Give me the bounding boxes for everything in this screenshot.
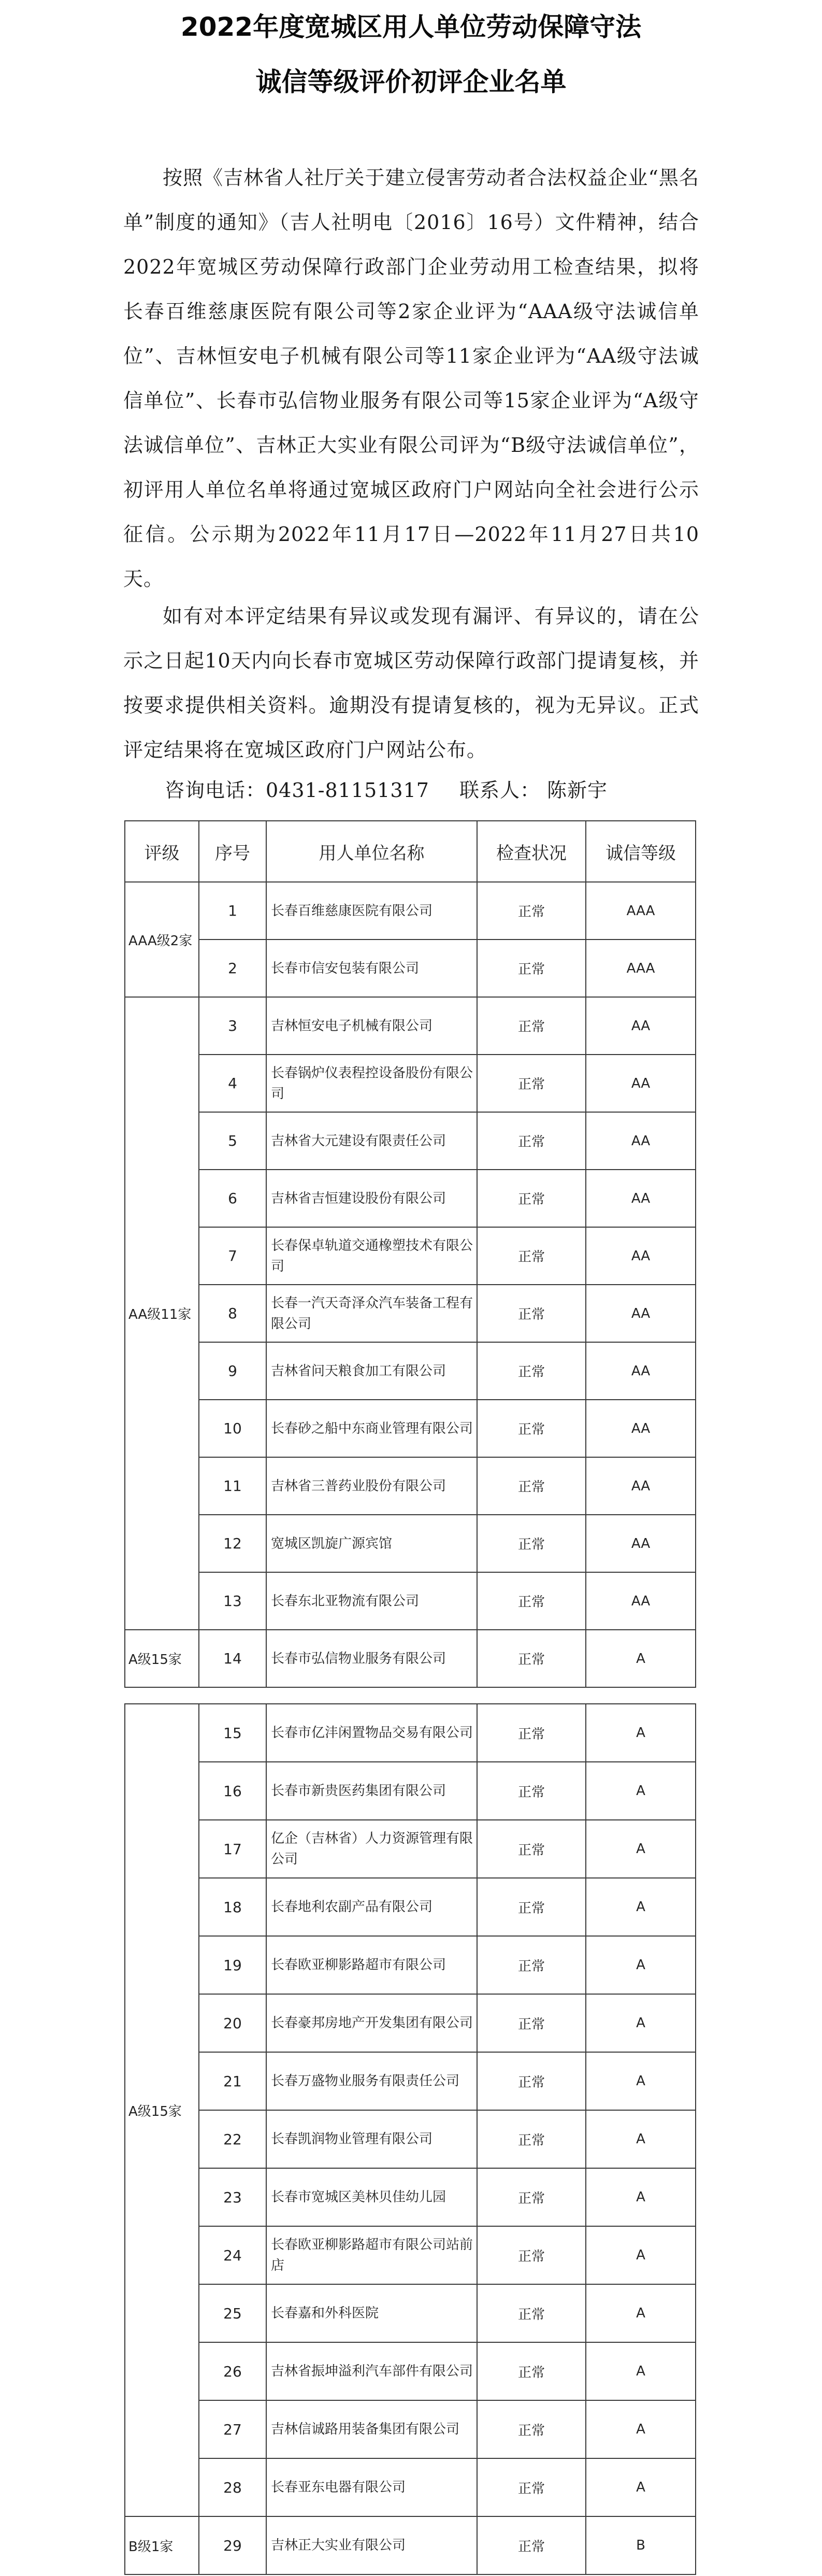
row-level: A bbox=[586, 2400, 696, 2458]
row-status: 正常 bbox=[477, 997, 586, 1055]
row-no: 6 bbox=[199, 1170, 266, 1227]
row-level: AA bbox=[586, 1572, 696, 1630]
table-row bbox=[125, 2458, 696, 2516]
row-level: AA bbox=[586, 1342, 696, 1400]
page-title-line-2: 诚信等级评价初评企业名单 bbox=[255, 67, 567, 97]
row-no: 7 bbox=[199, 1227, 266, 1285]
row-no: 16 bbox=[199, 1762, 266, 1820]
row-level: A bbox=[586, 1878, 696, 1936]
row-no: 18 bbox=[199, 1878, 266, 1936]
page-title-line-1: 2022年度宽城区用人单位劳动保障守法 bbox=[180, 12, 642, 42]
row-level: A bbox=[586, 1820, 696, 1878]
group-a-part-1: A级15家 bbox=[125, 1630, 199, 1687]
row-level: AAA bbox=[586, 940, 696, 997]
table-row bbox=[125, 2226, 696, 2284]
header-name: 用人单位名称 bbox=[266, 821, 477, 882]
table-row bbox=[125, 1820, 696, 1878]
table-row bbox=[125, 1630, 696, 1687]
row-level: A bbox=[586, 1936, 696, 1994]
row-status: 正常 bbox=[477, 1878, 586, 1936]
row-company: 吉林省振坤溢利汽车部件有限公司 bbox=[266, 2342, 477, 2400]
row-no: 4 bbox=[199, 1055, 266, 1112]
header-level: 诚信等级 bbox=[586, 821, 696, 882]
row-level: A bbox=[586, 2110, 696, 2168]
row-level: A bbox=[586, 1994, 696, 2052]
row-level: AA bbox=[586, 1055, 696, 1112]
row-company: 长春保卓轨道交通橡塑技术有限公司 bbox=[266, 1227, 477, 1285]
row-no: 24 bbox=[199, 2226, 266, 2284]
group-a-part-2: A级15家 bbox=[125, 1704, 199, 2516]
row-no: 11 bbox=[199, 1457, 266, 1515]
row-status: 正常 bbox=[477, 1515, 586, 1572]
table-row bbox=[125, 1400, 696, 1457]
row-status: 正常 bbox=[477, 1572, 586, 1630]
row-company: 长春豪邦房地产开发集团有限公司 bbox=[266, 1994, 477, 2052]
row-level: A bbox=[586, 2168, 696, 2226]
contact-phone: 咨询电话：0431-81151317 bbox=[165, 779, 429, 802]
row-level: AA bbox=[586, 1285, 696, 1342]
row-level: A bbox=[586, 2226, 696, 2284]
table-row bbox=[125, 1994, 696, 2052]
row-company: 长春东北亚物流有限公司 bbox=[266, 1572, 477, 1630]
row-no: 26 bbox=[199, 2342, 266, 2400]
table-row bbox=[125, 2342, 696, 2400]
row-company: 长春锅炉仪表程控设备股份有限公司 bbox=[266, 1055, 477, 1112]
row-level: A bbox=[586, 1630, 696, 1687]
row-no: 12 bbox=[199, 1515, 266, 1572]
row-level: AA bbox=[586, 1457, 696, 1515]
notice-paragraph-1: 按照《吉林省人社厅关于建立侵害劳动者合法权益企业“黑名单”制度的通知》（吉人社明电〔2016〕16号）文件精神，结合2022年宽城区劳动保障行政部门企业劳动用工检查结果，拟将长春百维慈康医院有限公司等2家企业评为“AAA级守法诚信单位”、吉林恒安电子机械有限公司等11家企业评为“AA级守法诚信单位”、长春市弘信物业服务有限公司等15家企业评为“A级守法诚信单位”、吉林正大实业有限公司评为“B级守法诚信单位”，初评用人单位名单将通过宽城区政府门户网站向全社会进行公示征信。公示期为2022年11月17日—2022年11月27日共10天。 bbox=[123, 166, 699, 590]
table-row bbox=[125, 2284, 696, 2342]
table-row bbox=[125, 1227, 696, 1285]
table-row bbox=[125, 1342, 696, 1400]
row-level: AAA bbox=[586, 882, 696, 940]
row-company: 长春亚东电器有限公司 bbox=[266, 2458, 477, 2516]
row-status: 正常 bbox=[477, 2458, 586, 2516]
row-level: AA bbox=[586, 1227, 696, 1285]
row-level: A bbox=[586, 1704, 696, 1762]
row-company: 长春市亿沣闲置物品交易有限公司 bbox=[266, 1704, 477, 1762]
row-company: 长春欧亚柳影路超市有限公司 bbox=[266, 1936, 477, 1994]
row-status: 正常 bbox=[477, 2516, 586, 2574]
row-company: 长春市新贵医药集团有限公司 bbox=[266, 1762, 477, 1820]
row-no: 23 bbox=[199, 2168, 266, 2226]
row-company: 吉林省吉恒建设股份有限公司 bbox=[266, 1170, 477, 1227]
header-no: 序号 bbox=[199, 821, 266, 882]
group-b: B级1家 bbox=[125, 2516, 199, 2574]
row-status: 正常 bbox=[477, 1400, 586, 1457]
table-row bbox=[125, 2052, 696, 2110]
table-row bbox=[125, 1878, 696, 1936]
row-no: 2 bbox=[199, 940, 266, 997]
row-no: 28 bbox=[199, 2458, 266, 2516]
row-no: 10 bbox=[199, 1400, 266, 1457]
row-status: 正常 bbox=[477, 2168, 586, 2226]
row-level: AA bbox=[586, 1112, 696, 1170]
row-status: 正常 bbox=[477, 2226, 586, 2284]
row-company: 长春地利农副产品有限公司 bbox=[266, 1878, 477, 1936]
table-row bbox=[125, 1936, 696, 1994]
row-status: 正常 bbox=[477, 1227, 586, 1285]
row-status: 正常 bbox=[477, 2400, 586, 2458]
row-company: 长春百维慈康医院有限公司 bbox=[266, 882, 477, 940]
row-status: 正常 bbox=[477, 1342, 586, 1400]
row-level: AA bbox=[586, 1170, 696, 1227]
row-company: 吉林省大元建设有限责任公司 bbox=[266, 1112, 477, 1170]
row-level: AA bbox=[586, 1515, 696, 1572]
row-status: 正常 bbox=[477, 1285, 586, 1342]
row-status: 正常 bbox=[477, 940, 586, 997]
group-aaa: AAA级2家 bbox=[125, 882, 199, 997]
row-status: 正常 bbox=[477, 882, 586, 940]
row-status: 正常 bbox=[477, 2284, 586, 2342]
row-no: 3 bbox=[199, 997, 266, 1055]
table-row bbox=[125, 1572, 696, 1630]
row-level: A bbox=[586, 2458, 696, 2516]
row-company: 长春万盛物业服务有限责任公司 bbox=[266, 2052, 477, 2110]
row-company: 吉林省问天粮食加工有限公司 bbox=[266, 1342, 477, 1400]
row-no: 5 bbox=[199, 1112, 266, 1170]
row-company: 吉林正大实业有限公司 bbox=[266, 2516, 477, 2574]
row-no: 22 bbox=[199, 2110, 266, 2168]
notice-paragraph-2: 如有对本评定结果有异议或发现有漏评、有异议的，请在公示之日起10天内向长春市宽城区劳动保障行政部门提请复核，并按要求提供相关资料。逾期没有提请复核的，视为无异议。正式评定结果将在宽城区政府门户网站公布。 bbox=[123, 605, 699, 761]
table-row bbox=[125, 1515, 696, 1572]
table-row bbox=[125, 1704, 696, 1762]
row-company: 长春市弘信物业服务有限公司 bbox=[266, 1630, 477, 1687]
row-level: B bbox=[586, 2516, 696, 2574]
row-status: 正常 bbox=[477, 2342, 586, 2400]
table-row bbox=[125, 1762, 696, 1820]
row-status: 正常 bbox=[477, 1820, 586, 1878]
row-no: 25 bbox=[199, 2284, 266, 2342]
table-row bbox=[125, 997, 696, 1055]
row-no: 13 bbox=[199, 1572, 266, 1630]
table-row bbox=[125, 2516, 696, 2574]
table-row bbox=[125, 2110, 696, 2168]
header-status: 检查状况 bbox=[477, 821, 586, 882]
table-row bbox=[125, 882, 696, 940]
table-row bbox=[125, 2400, 696, 2458]
row-status: 正常 bbox=[477, 1762, 586, 1820]
row-no: 20 bbox=[199, 1994, 266, 2052]
row-level: A bbox=[586, 2284, 696, 2342]
row-status: 正常 bbox=[477, 1055, 586, 1112]
row-no: 1 bbox=[199, 882, 266, 940]
row-status: 正常 bbox=[477, 1994, 586, 2052]
table-row bbox=[125, 1112, 696, 1170]
row-company: 吉林恒安电子机械有限公司 bbox=[266, 997, 477, 1055]
row-status: 正常 bbox=[477, 1112, 586, 1170]
header-grade: 评级 bbox=[125, 821, 199, 882]
row-company: 长春市信安包装有限公司 bbox=[266, 940, 477, 997]
row-status: 正常 bbox=[477, 2110, 586, 2168]
row-company: 吉林省三普药业股份有限公司 bbox=[266, 1457, 477, 1515]
contact-line bbox=[165, 775, 608, 806]
row-status: 正常 bbox=[477, 1457, 586, 1515]
row-company: 长春凯润物业管理有限公司 bbox=[266, 2110, 477, 2168]
row-level: A bbox=[586, 1762, 696, 1820]
table-row bbox=[125, 940, 696, 997]
row-no: 15 bbox=[199, 1704, 266, 1762]
row-status: 正常 bbox=[477, 1630, 586, 1687]
row-company: 长春一汽天奇泽众汽车装备工程有限公司 bbox=[266, 1285, 477, 1342]
row-level: A bbox=[586, 2052, 696, 2110]
row-level: A bbox=[586, 2342, 696, 2400]
table-row bbox=[125, 1285, 696, 1342]
row-no: 14 bbox=[199, 1630, 266, 1687]
row-no: 9 bbox=[199, 1342, 266, 1400]
row-status: 正常 bbox=[477, 1704, 586, 1762]
table-row bbox=[125, 1457, 696, 1515]
row-level: AA bbox=[586, 997, 696, 1055]
row-no: 19 bbox=[199, 1936, 266, 1994]
row-company: 吉林信诚路用装备集团有限公司 bbox=[266, 2400, 477, 2458]
row-level: AA bbox=[586, 1400, 696, 1457]
row-no: 21 bbox=[199, 2052, 266, 2110]
table-row bbox=[125, 1055, 696, 1112]
row-no: 17 bbox=[199, 1820, 266, 1878]
rating-table-part-1 bbox=[124, 820, 696, 1688]
row-no: 29 bbox=[199, 2516, 266, 2574]
table-row bbox=[125, 1170, 696, 1227]
rating-table-part-2 bbox=[124, 1703, 696, 2575]
row-company: 宽城区凯旋广源宾馆 bbox=[266, 1515, 477, 1572]
row-status: 正常 bbox=[477, 1170, 586, 1227]
row-status: 正常 bbox=[477, 1936, 586, 1994]
row-no: 27 bbox=[199, 2400, 266, 2458]
table-header-row bbox=[125, 821, 696, 882]
row-company: 长春嘉和外科医院 bbox=[266, 2284, 477, 2342]
row-company: 长春欧亚柳影路超市有限公司站前店 bbox=[266, 2226, 477, 2284]
row-company: 亿企（吉林省）人力资源管理有限公司 bbox=[266, 1820, 477, 1878]
row-company: 长春市宽城区美林贝佳幼儿园 bbox=[266, 2168, 477, 2226]
row-no: 8 bbox=[199, 1285, 266, 1342]
row-company: 长春砂之船中东商业管理有限公司 bbox=[266, 1400, 477, 1457]
row-status: 正常 bbox=[477, 2052, 586, 2110]
group-aa: AA级11家 bbox=[125, 997, 199, 1630]
table-row bbox=[125, 2168, 696, 2226]
contact-person: 联系人： 陈新宇 bbox=[459, 779, 608, 802]
